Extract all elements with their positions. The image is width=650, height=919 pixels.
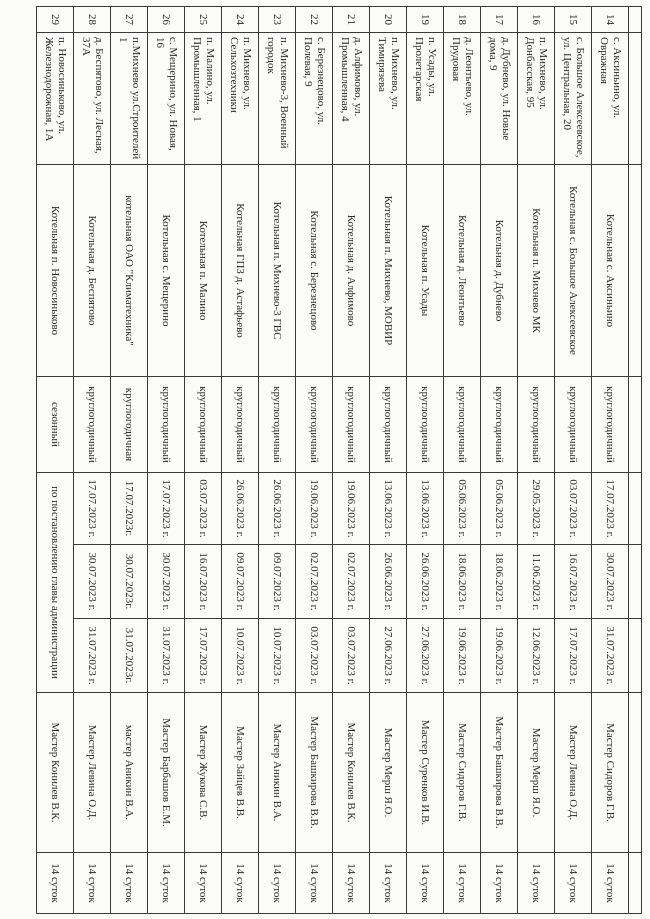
shutdown-end-date: 30.07.2023 г. xyxy=(148,545,185,619)
heat-source-cell: котельная ОАО "Климатехника" xyxy=(111,165,148,377)
duration-cell: 14 суток xyxy=(111,853,148,914)
address-cell: п. Михнево, ул. Донбасская, 95 xyxy=(518,33,555,165)
shutdown-start-date: 03.07.2023 г. xyxy=(185,473,222,545)
table-row xyxy=(370,7,407,914)
table-row xyxy=(296,7,333,914)
shutdown-end-date: 26.06.2023 г. xyxy=(370,545,407,619)
empty-cell xyxy=(629,473,642,545)
heat-source-cell: Котельная д. Дубнево xyxy=(481,165,518,377)
responsible-person-cell: Мастер Конилев В.К. xyxy=(37,693,74,853)
responsible-person-cell: Мастер Зайцев В.В. xyxy=(222,693,259,853)
operation-mode-cell: круглогодичный xyxy=(481,377,518,473)
rotated-table-container xyxy=(43,6,642,913)
shutdown-start-date: 13.06.2023 г. xyxy=(370,473,407,545)
shutdown-end-date: 11.06.2023 г. xyxy=(518,545,555,619)
shutdown-end-date: 02.07.2023 г. xyxy=(296,545,333,619)
heat-source-cell: Котельная с. Березнецово xyxy=(296,165,333,377)
table-row xyxy=(185,7,222,914)
operation-mode-cell: круглогодичный xyxy=(444,377,481,473)
shutdown-start-date: 17.07.2023г. xyxy=(111,473,148,545)
responsible-person-cell: мастер Аникин В.А. xyxy=(111,693,148,853)
row-number: 14 xyxy=(592,7,629,33)
empty-cell xyxy=(629,377,642,473)
shutdown-end-date: 09.07.2023 г. xyxy=(222,545,259,619)
responsible-person-cell: Мастер Башкирова В.В. xyxy=(481,693,518,853)
row-number: 25 xyxy=(185,7,222,33)
responsible-person-cell: Мастер Аникин В.А. xyxy=(259,693,296,853)
shutdown-end-date: 26.06.2023 г. xyxy=(407,545,444,619)
shutdown-end-date: 18.06.2023 г. xyxy=(481,545,518,619)
shutdown-start-date: 03.07.2023 г. xyxy=(555,473,592,545)
heat-source-cell: Котельная ГПЗ д. Астафьево xyxy=(222,165,259,377)
row-number: 17 xyxy=(481,7,518,33)
heat-source-cell: Котельная д. Беспятово xyxy=(74,165,111,377)
heat-source-cell: Котельная п. Малино xyxy=(185,165,222,377)
restart-date: 17.07.2023 г. xyxy=(555,619,592,693)
shutdown-start-date: 05.06.2023 г. xyxy=(444,473,481,545)
shutdown-start-date: 26.06.2023 г. xyxy=(222,473,259,545)
shutdown-start-date: 29.05.2023 г. xyxy=(518,473,555,545)
shutdown-start-date: 19.06.2023 г. xyxy=(333,473,370,545)
empty-cell xyxy=(629,693,642,853)
heat-source-cell: Котельная д. Леонтьево xyxy=(444,165,481,377)
responsible-person-cell: Мастер Сидоров Г.В. xyxy=(592,693,629,853)
responsible-person-cell: Мастер Левина О.Д. xyxy=(74,693,111,853)
address-cell: п. Михнево-3, Военный городок xyxy=(259,33,296,165)
table-row-last xyxy=(37,7,74,914)
empty-cell xyxy=(629,165,642,377)
responsible-person-cell: Мастер Конилев В.К. xyxy=(333,693,370,853)
duration-cell: 14 суток xyxy=(333,853,370,914)
empty-cell xyxy=(629,853,642,914)
address-cell: п. Михнево, ул. Тимирязева xyxy=(370,33,407,165)
address-cell: п. Усады, ул. Пролетарская xyxy=(407,33,444,165)
operation-mode-cell: круглогодичный xyxy=(222,377,259,473)
table-row xyxy=(333,7,370,914)
shutdown-start-date: 13.06.2023 г. xyxy=(407,473,444,545)
restart-date: 12.06.2023 г. xyxy=(518,619,555,693)
heat-source-cell: Котельная с. Аксиньино xyxy=(592,165,629,377)
duration-cell: 14 суток xyxy=(296,853,333,914)
row-number: 29 xyxy=(37,7,74,33)
restart-date: 31.07.2023 г. xyxy=(74,619,111,693)
address-cell: п.Михнево ул.Строителей 1 xyxy=(111,33,148,165)
row-number: 22 xyxy=(296,7,333,33)
table-row xyxy=(74,7,111,914)
table-row xyxy=(222,7,259,914)
row-number: 15 xyxy=(555,7,592,33)
duration-cell: 14 суток xyxy=(259,853,296,914)
address-cell: д. Алфимово, ул. Промышленная, 4 xyxy=(333,33,370,165)
duration-cell: 14 суток xyxy=(370,853,407,914)
operation-mode-cell: круглогодичный xyxy=(407,377,444,473)
heat-source-cell: Котельная д. Алфимово xyxy=(333,165,370,377)
row-number: 26 xyxy=(148,7,185,33)
address-cell: с. Аксиньино, ул. Овражная xyxy=(592,33,629,165)
row-number: 19 xyxy=(407,7,444,33)
table-row xyxy=(444,7,481,914)
operation-mode-cell: круглогодичный xyxy=(148,377,185,473)
restart-date: 27.06.2023 г. xyxy=(370,619,407,693)
shutdown-end-date: 30.07.2023 г. xyxy=(74,545,111,619)
restart-date: 19.06.2023 г. xyxy=(481,619,518,693)
restart-date: 03.07.2023 г. xyxy=(333,619,370,693)
address-cell: п. Малино, ул. Промышленная, 1 xyxy=(185,33,222,165)
heat-source-cell: Котельная с. Большое Алексеевское xyxy=(555,165,592,377)
operation-mode-cell: круглогодичный xyxy=(592,377,629,473)
row-number: 23 xyxy=(259,7,296,33)
address-cell: д. Леонтьево, ул. Прудовая xyxy=(444,33,481,165)
restart-date: 19.06.2023 г. xyxy=(444,619,481,693)
table-row xyxy=(111,7,148,914)
shutdown-end-date: 02.07.2023 г. xyxy=(333,545,370,619)
table-row xyxy=(259,7,296,914)
operation-mode-cell: круглогодичный xyxy=(518,377,555,473)
row-number: 27 xyxy=(111,7,148,33)
operation-mode-cell: круглогодичный xyxy=(74,377,111,473)
table-row xyxy=(592,7,629,914)
operation-mode-cell: круглогодичный xyxy=(259,377,296,473)
restart-date: 10.07.2023 г. xyxy=(259,619,296,693)
operation-mode-cell: сезонный xyxy=(37,377,74,473)
administration-resolution-cell: по постановлению главы администрации xyxy=(37,473,74,693)
duration-cell: 14 суток xyxy=(444,853,481,914)
responsible-person-cell: Мастер Башкирова В.В. xyxy=(296,693,333,853)
duration-cell: 14 суток xyxy=(407,853,444,914)
shutdown-start-date: 17.07.2023 г. xyxy=(592,473,629,545)
shutdown-start-date: 26.06.2023 г. xyxy=(259,473,296,545)
row-number: 28 xyxy=(74,7,111,33)
duration-cell: 14 суток xyxy=(74,853,111,914)
address-cell: с. Мещерино, ул. Новая, 16 xyxy=(148,33,185,165)
address-cell: с. Березнецово, ул. Полевая, 9 xyxy=(296,33,333,165)
cut-off-row xyxy=(629,7,642,914)
responsible-person-cell: Мастер Мерш Я.О. xyxy=(518,693,555,853)
address-cell: п. Михнево, ул. Сельхозтехники xyxy=(222,33,259,165)
operation-mode-cell: круглогодичный xyxy=(370,377,407,473)
shutdown-end-date: 18.06.2023 г. xyxy=(444,545,481,619)
heat-source-cell: Котельная п. Михнево-3 ГВС xyxy=(259,165,296,377)
shutdown-end-date: 30.07.2023 г. xyxy=(592,545,629,619)
responsible-person-cell: Мастер Жукова С.В. xyxy=(185,693,222,853)
shutdown-start-date: 17.07.2023 г. xyxy=(148,473,185,545)
responsible-person-cell: Мастер Барбашов Е.М. xyxy=(148,693,185,853)
address-cell: с. Большое Алексеевское, ул. Центральная, 20 xyxy=(555,33,592,165)
operation-mode-cell: круглогодичный xyxy=(555,377,592,473)
duration-cell: 14 суток xyxy=(148,853,185,914)
empty-cell xyxy=(629,619,642,693)
table-row xyxy=(481,7,518,914)
address-cell: п. Новосиньково, ул. Железнодорожная, 1А xyxy=(37,33,74,165)
empty-cell xyxy=(629,33,642,165)
heat-source-cell: Котельная п. Усады xyxy=(407,165,444,377)
shutdown-start-date: 05.06.2023 г. xyxy=(481,473,518,545)
restart-date: 10.07.2023 г. xyxy=(222,619,259,693)
heat-source-cell: Котельная п. Михнево, МОВИР xyxy=(370,165,407,377)
restart-date: 03.07.2023 г. xyxy=(296,619,333,693)
address-cell: д. Беспятово, ул. Лесная, 37А xyxy=(74,33,111,165)
duration-cell: 14 суток xyxy=(518,853,555,914)
heat-source-cell: Котельная п. Новосиньково xyxy=(37,165,74,377)
row-number: 20 xyxy=(370,7,407,33)
table-row xyxy=(555,7,592,914)
empty-cell xyxy=(629,7,642,33)
table-row xyxy=(518,7,555,914)
duration-cell: 14 суток xyxy=(555,853,592,914)
row-number: 16 xyxy=(518,7,555,33)
responsible-person-cell: Мастер Левина О.Д. xyxy=(555,693,592,853)
operation-mode-cell: круглогодичная xyxy=(111,377,148,473)
restart-date: 27.06.2023 г. xyxy=(407,619,444,693)
responsible-person-cell: Мастер Мерш Я.О. xyxy=(370,693,407,853)
operation-mode-cell: круглогодичный xyxy=(185,377,222,473)
shutdown-end-date: 16.07.2023 г. xyxy=(185,545,222,619)
responsible-person-cell: Мастер Суренков И.В. xyxy=(407,693,444,853)
shutdown-end-date: 16.07.2023 г. xyxy=(555,545,592,619)
shutdown-end-date: 09.07.2023 г. xyxy=(259,545,296,619)
restart-date: 31.07.2023 г. xyxy=(592,619,629,693)
duration-cell: 14 суток xyxy=(185,853,222,914)
row-number: 18 xyxy=(444,7,481,33)
responsible-person-cell: Мастер Сидоров Г.В. xyxy=(444,693,481,853)
shutdown-start-date: 19.06.2023 г. xyxy=(296,473,333,545)
table-row xyxy=(407,7,444,914)
restart-date: 31.07.2023г. xyxy=(111,619,148,693)
shutdown-start-date: 17.07.2023 г. xyxy=(74,473,111,545)
heat-source-cell: Котельная п. Михнево МК xyxy=(518,165,555,377)
duration-cell: 14 суток xyxy=(222,853,259,914)
shutdown-end-date: 30.07.2023г. xyxy=(111,545,148,619)
duration-cell: 14 суток xyxy=(592,853,629,914)
restart-date: 17.07.2023 г. xyxy=(185,619,222,693)
empty-cell xyxy=(629,545,642,619)
duration-cell: 14 суток xyxy=(37,853,74,914)
operation-mode-cell: круглогодичный xyxy=(333,377,370,473)
duration-cell: 14 суток xyxy=(481,853,518,914)
heat-source-cell: Котельная с. Мещерино xyxy=(148,165,185,377)
restart-date: 31.07.2023 г. xyxy=(148,619,185,693)
row-number: 24 xyxy=(222,7,259,33)
address-cell: д. Дубнево, ул. Новые дома, 9 xyxy=(481,33,518,165)
repair-schedule-table xyxy=(36,6,642,914)
table-row xyxy=(148,7,185,914)
row-number: 21 xyxy=(333,7,370,33)
operation-mode-cell: круглогодичный xyxy=(296,377,333,473)
